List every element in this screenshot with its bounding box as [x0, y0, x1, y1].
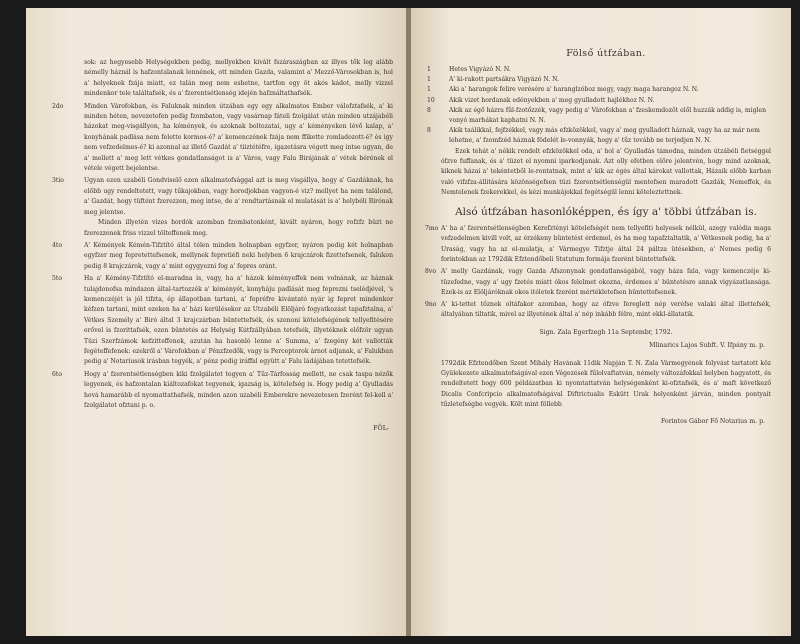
closing-paragraph: 1792dik Efztendőben Szent Mihály Havának 11dik Napján T. N. Zala Vármegyének folyvást tartatott köz Gyülekezete alkalmatofságával ezen Végezések fűlolvaftatván, némely változáfokkal helyben hagyatott, és rendeltetett hogy 600 példázatban ki nyomtattatván helységenként ki-ofztafsék, és a' maft következő Dicalis Confcripcio alkalmatofságával Diftrictualis Eskütt Urak helyenként járván, minden pontyait tűzletefségbe vegyék. Költ mint föllebb	[441, 359, 771, 408]
list-item: 8 Akik az égő házra fűl-fzotőzzék, vagy pedig a' Várofokban a' fzeskemdozőt elől huzzák addig is, miglen vonyó marhákat kaphatni N. N.	[427, 106, 766, 125]
left-paragraph: 2do Minden Várofokban, és Faluknak minden útzában egy egy alkalmatos Ember válofztafsék, a' ki minden héten, nevezetefen pedig fzombaton, vagy vasárnap fáteli fzolgálat után minden utzájabéli házokat meg-visgállyon, ha kémények, és azoknak boltozatai, ugy a' kéményeken lévő kalap, a' konyhának padlása nem felette kormos-é? a' kemenczének fzája nem ffikette romladozott-é? és igy nem vefzedelmes-é? ki azonnal az illető Gazdát a' tiiztétéfre, igazetásra végett meg intse ugyan, de a' mellett a' meg lett vétkes gondatlanságot is a' Város, vagy Falu Birájának a' vétek bérének el vétele végett bejelentse.	[52, 102, 393, 173]
left-paragraph: 3tio Ugyan ezen uzabéli Gondviselő ezen alkalmatofsággal azt is meg visgállya, hogy a' Gazdáknak, ha előbb ugy rendeltetett, vagy tűkajokban, vagy horodjokban vagyon-é viz? mellyet ha nem találond, a' Gazdát, hogy tüftént fzerezzen, meg intse, de a' rendtartásnak el mulatását is a' helybéli Birónak meg jelentse.	[52, 177, 393, 216]
paragraph-number: 7mo	[425, 225, 439, 233]
list-item: 8 Akik taálikkal, fejfzékkel, vagy más efzközökkel, vagy a' meg gyulladott háznak, vagy ha az már nem lehetne, a' fzomfzéd háznak födelét le-vonnyák, hogy a' tűz tovább ne terjedjen N. N.	[427, 127, 760, 145]
left-paragraph: 6to Hogy a' fzerentsétlenségben kiki fzolgálatot tegyen a' Tűz-Tárfosság mellett, ne csak taspa nézők legyenek, és hafzontalan kiáltozafokat tegyenek, igazság is, kötelefség is. Hogy pedig a' Gyulladás hová hamarább el nyomattathafsék, minden azon uzabéli Emberekre nevezetesen fzerént fel-kell a' fzolgálatot ofztani p. o.	[52, 370, 393, 409]
list-note: Ezek tehát a' nékik rendelt efzközökkel oda, a' hol a' Gyulladás támodna, minden útzábéli fietséggel ófzve fuffanak, és a' tüzet el nyomni iparkodjanak. Azt olly efetben előre jelentvén, hogy mind azoknak, kiknek házai a' tekéntetből le-rontatnak, mint a' kik az égés által károkat vallottak, Házaik előbb karban való vifzfza-állitására közönségefsen tüzi fzerentsétlenségül mentefsen maradott Gazdák, Nemeffek, és Nemtelenek fzekerekkel, és kézi munkájokkal fegétségül lenni köteleztettnek.	[441, 147, 771, 196]
open-book	[10, 8, 792, 636]
paragraph-number: 4to	[52, 241, 62, 249]
right-paragraph: 8vo A' melly Gazdának, vagy Gazda Afszonynak gondatlanságából, vagy háza fala, vagy kemenczéje ki-tüzefedne, vagy a' ugy fzetés miatt ókos felelmet okozna, érdemes a' büntetésre annak vigyázatlansága. Ezek-is az Elöljáróknak okos itéletek fzerént mértékletefsen büntettefsenek.	[425, 268, 771, 296]
right-paragraph: 9no A' ki-tettet tőznek oltáfakor azomban, hogy az ófzve fereglett nép veréfse valaki által illettefsék, általyában tiltatik, mivel az illyetének által a' nép inkább félre, mint ekkl-állatatik.	[425, 301, 771, 319]
paragraph-number: 9no	[425, 301, 437, 309]
paragraph-number: 2do	[52, 102, 64, 110]
catchword: FÖL-	[373, 425, 389, 433]
list-item: 1 Aki a' harangok felire verésére a' haranglzóboz megy, vagy maga harangoz N. N.	[427, 86, 699, 94]
left-paragraph: 5to Ha a' Kémény-Tifztító el-maradna is, vagy, ha a' házok kéményeffek nem volnának, az háznak tulajdonofsa mindazon által-tartozzék a' kéményét, konyháju padlását meg feprezni tselédjével, 's kemenczéjét is jól tifzta, ép állapotban tartani, a' fepréfre kivántató nyár ig fepret mindenkor kéfzen tartani, mint ezeken ha a' házi kerülésekor az Utzabéli Elöljáró fogyatkozást tapafztalna, a' Vétkes Személy a' Biró által 3 krajczárban büntettefsék, és szenoni kötelefségének tellyefitésére erővel is fzorittafsék, ezen büntetés az Helység Kútfzállyában tetefsék, illyetéknek előfzör ugyan Tüzi Szerfzámok kefzitteffenek, azután ha hasonló lenne a' Summa, a' fzegény két vallották fegéteffefenek: ezekről a' Várofokban a' Pénzfzedők, vagy is Perceptorok árnot adjanak, a' Falukban pedig a' Notariusok irásban tegyék, a' pénz pedig iráffal együtt a' Falu ládájában tetettefsék.	[52, 275, 393, 366]
list-item: 1 A' ki-rakott partsákra Vigyázó N. N.	[427, 76, 560, 84]
section-heading: Fölső útfzában.	[566, 48, 646, 59]
left-paragraph: sok: az hegyesebb Helységekben pedig, mellyekben kivált fszáraszágban az illyes tők leg alább némelly háznál is hafzontalanak lennének, ott minden Gazda, valamint a' Mezző-Városokban is, hol a' helyeknek fzája miatt, ez talán meg nem eshetne, tartfon egy öt akós kádot, melly vizzel mindenkor tele találtafsék, és a' fzerentsétlenség idején hafználtathafsék.	[84, 59, 393, 98]
left-page	[26, 8, 407, 636]
paragraph-number: 5to	[52, 275, 62, 283]
right-page	[411, 8, 791, 636]
left-paragraph: 4to A' Kémények Kémén-Tifztító által télen minden holnapban egyfzer, nyáron pedig két holnapban egyfzer meg fepretettefsenek, mellynek fepretiéfi neki helyben 6 krajczárok fizettefsenek, falukon pedig 8 krajczárok, vagy a' mint egygyezni fog a' fepres oránt.	[52, 241, 393, 270]
notary-signature: Forintos Gábor Fő Notarius m. p.	[661, 418, 765, 426]
list-item: 10 Akik vizet hordanak edényekben a' meg gyulladott hajlékhoz N. N.	[427, 96, 655, 104]
left-paragraph: Minden illyetén vizes hordók azomban fzombatonként, kivált nyáron, hogy rofzfz büzt ne fzerezzenek friss vizzel tölteffenek meg.	[84, 219, 393, 237]
right-paragraph: 7mo A' ha a' fzerentsétlenségben Kerefztényi kötelefségét nem tellyefiti helyesek nélkül, azegy valódia maga vefzedelmen kivill volt, az érzékeny büntetést érdemel, és ha meg tapafztaltatik, a' Vétkesnek pedig, ha a' Uraság, vagy ha az el-mulatja, a' Vármegye Tifztje által 24 páltza ütésekben, a' Nemes pedig 6 forintokban az 1792dik Efztendőbeli Statutum formája fzerént büntettefsék.	[425, 225, 771, 263]
signature-date: Sign. Zala Egerfzegh 11a Septembr, 1792.	[539, 328, 673, 336]
paragraph-number: 6to	[52, 370, 62, 378]
paragraph-number: 3tio	[52, 177, 64, 185]
section-heading-2: Alsó útfzában hasonlóképpen, és így a' többi útfzában is.	[455, 206, 757, 219]
signature-name: Mlinarics Lajos Subft. V. Ifpány m. p.	[649, 341, 765, 349]
paragraph-number: 8vo	[425, 268, 436, 276]
list-item: 1 Hetes Vigyázó N. N.	[427, 66, 511, 73]
left-paragraphs	[52, 58, 393, 411]
duty-list	[427, 65, 771, 147]
